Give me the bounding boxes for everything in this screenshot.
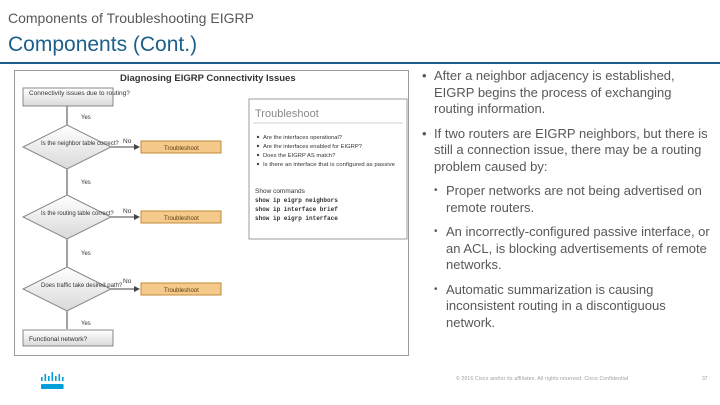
decision-routing-label: Is the routing table correct? (41, 211, 114, 217)
yes-label-1: Yes (81, 115, 91, 121)
slide-title: Components (Cont.) (8, 33, 198, 56)
start-label: Connectivity issues due to routing? (29, 90, 130, 97)
troubleshoot-label-1: Troubleshoot (164, 146, 199, 152)
troubleshoot-label-2: Troubleshoot (164, 216, 199, 222)
panel-item-4: Is there an interface that is configured as passive (263, 162, 395, 168)
troubleshoot-label-3: Troubleshoot (164, 288, 199, 294)
show-commands-title: Show commands (255, 188, 305, 195)
no-label-2: No (123, 208, 132, 215)
decision-neighbor-label: Is the neighbor table correct? (41, 141, 119, 147)
no-label-1: No (123, 138, 132, 145)
bullet-item: • If two routers are EIGRP neighbors, but there is still a connection issue, there may be a routing problem caused by: (420, 126, 712, 176)
subbullet-item: • Proper networks are not being advertised on remote routers. (420, 183, 712, 216)
figure-title: Diagnosing EIGRP Connectivity Issues (120, 73, 296, 84)
command-1: show ip eigrp neighbors (255, 197, 338, 204)
command-3: show ip eigrp interface (255, 215, 338, 222)
command-2: show ip interface brief (255, 206, 338, 213)
page-number: 37 (702, 376, 708, 382)
decision-traffic-label: Does traffic take desired path? (41, 283, 123, 289)
panel-item-3: Does the EIGRP AS match? (263, 153, 336, 159)
bullet-item: • After a neighbor adjacency is established, EIGRP begins the process of exchanging routing information. (420, 68, 712, 118)
panel-bullet-3 (257, 154, 259, 156)
panel-item-2: Are the interfaces enabled for EIGRP? (263, 144, 362, 150)
decision-neighbor-table (23, 125, 111, 169)
decision-routing-table (23, 195, 111, 239)
end-label: Functional network? (29, 336, 88, 343)
cisco-logo-icon (40, 372, 68, 390)
panel-title: Troubleshoot (255, 108, 319, 120)
bullet-list (420, 68, 712, 339)
section-title: Components of Troubleshooting EIGRP (8, 10, 254, 26)
subbullet-item: • Automatic summarization is causing inconsistent routing in a discontiguous network. (420, 282, 712, 332)
panel-item-1: Are the interfaces operational? (263, 135, 342, 141)
copyright-footer: © 2016 Cisco and/or its affiliates. All rights reserved. Cisco Confidential (456, 376, 629, 382)
no-label-3: No (123, 278, 132, 285)
eigrp-flowchart-figure (14, 70, 409, 356)
panel-bullet-1 (257, 136, 259, 138)
panel-bullet-4 (257, 163, 259, 165)
yes-label-2: Yes (81, 180, 91, 186)
decision-traffic-path (23, 267, 111, 311)
panel-bullet-2 (257, 145, 259, 147)
title-divider (0, 62, 720, 64)
subbullet-item: • An incorrectly-configured passive interface, or an ACL, is blocking advertisements of remote networks. (420, 224, 712, 274)
yes-label-4: Yes (81, 321, 91, 327)
yes-label-3: Yes (81, 251, 91, 257)
